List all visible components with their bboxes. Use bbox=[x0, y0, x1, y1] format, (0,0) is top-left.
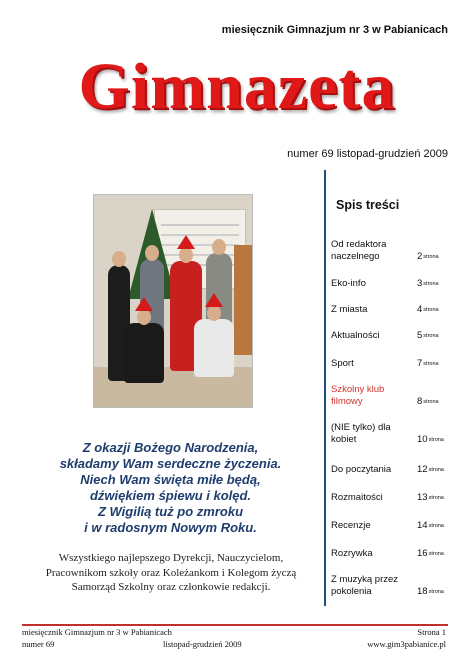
photo-head bbox=[212, 239, 226, 255]
toc-item[interactable] bbox=[331, 290, 459, 316]
toc-item-title: Rozmaitości bbox=[331, 492, 383, 503]
toc-item-title: Rozrywka bbox=[331, 548, 373, 559]
toc-item-unit: strona bbox=[428, 589, 444, 595]
toc-item-page: 7 bbox=[417, 358, 423, 369]
toc-item-page: 4 bbox=[417, 304, 423, 315]
toc-item-unit: strona bbox=[423, 361, 439, 367]
toc-item-unit: strona bbox=[423, 254, 439, 260]
toc-item-page: 16 bbox=[417, 548, 428, 559]
toc-item-page: 12 bbox=[417, 464, 428, 475]
toc-item-unit: strona bbox=[423, 399, 439, 405]
greeting-line: Niech Wam święta miłe będą, bbox=[80, 472, 261, 487]
greeting-line: dźwiękiem śpiewu i kolęd. bbox=[89, 488, 252, 503]
footer-date: listopad-grudzień 2009 bbox=[163, 639, 242, 649]
toc-item-page: 3 bbox=[417, 278, 423, 289]
toc-item[interactable] bbox=[331, 342, 459, 370]
toc-item-page: 8 bbox=[417, 396, 423, 407]
wishes-line: Pracownikom szkoły oraz Koleżankom i Kolegom życzą bbox=[45, 566, 297, 579]
footer-publication: miesięcznik Gimnazjum nr 3 w Pabianicach bbox=[22, 627, 172, 637]
christmas-greeting bbox=[28, 440, 313, 536]
photo-person bbox=[124, 323, 164, 383]
toc-item[interactable] bbox=[331, 560, 459, 598]
greeting-line: Z okazji Bożego Narodzenia, bbox=[82, 440, 259, 455]
footer-page-number: Strona 1 bbox=[417, 627, 446, 637]
photo-head bbox=[112, 251, 126, 267]
toc-item-unit: strona bbox=[428, 467, 444, 473]
toc-item-page: 18 bbox=[417, 586, 428, 597]
toc-item[interactable] bbox=[331, 476, 459, 504]
toc-item-title: Od redaktora naczelnego bbox=[331, 239, 387, 262]
toc-item-title: Z muzyką przez pokolenia bbox=[331, 574, 399, 597]
toc-item-unit: strona bbox=[428, 437, 444, 443]
toc-item-page: 14 bbox=[417, 520, 428, 531]
toc-divider bbox=[324, 170, 326, 606]
wishes-line: Wszystkiego najlepszego Dyrekcji, Nauczycielom, bbox=[58, 552, 284, 564]
toc-item-unit: strona bbox=[428, 523, 444, 529]
toc-item[interactable] bbox=[331, 316, 459, 342]
photo-head bbox=[207, 305, 221, 321]
santa-hat bbox=[135, 297, 153, 311]
toc-item-title: Do poczytania bbox=[331, 464, 392, 475]
toc-item-title: Eko-info bbox=[331, 278, 366, 289]
toc-item-page: 2 bbox=[417, 251, 423, 262]
footer-issue-number: numer 69 bbox=[22, 639, 55, 649]
greeting-line: Z Wigilią tuż po zmroku bbox=[97, 504, 244, 519]
toc-item[interactable] bbox=[331, 532, 459, 560]
photo-person bbox=[194, 319, 234, 377]
issue-info: numer 69 listopad-grudzień 2009 bbox=[287, 148, 448, 160]
toc-item[interactable] bbox=[331, 504, 459, 532]
toc-item-unit: strona bbox=[423, 281, 439, 287]
toc-item[interactable] bbox=[331, 229, 459, 263]
toc-item-title: Recenzje bbox=[331, 520, 371, 531]
masthead-title: Gimnazeta bbox=[78, 50, 396, 123]
toc-item-title: Aktualności bbox=[331, 330, 380, 341]
toc-item[interactable] bbox=[331, 446, 459, 476]
footer-website-link[interactable]: www.gim3pabianice.pl bbox=[367, 639, 446, 649]
toc-item-unit: strona bbox=[428, 551, 444, 557]
photo-head bbox=[145, 245, 159, 261]
santa-hat bbox=[205, 293, 223, 307]
toc-item-title: (NIE tylko) dla kobiet bbox=[331, 422, 391, 445]
toc-item-page: 10 bbox=[417, 434, 428, 445]
table-of-contents bbox=[331, 229, 459, 598]
wishes-text bbox=[22, 551, 320, 595]
greeting-line: i w radosnym Nowym Roku. bbox=[84, 520, 257, 535]
toc-item-unit: strona bbox=[423, 333, 439, 339]
toc-item[interactable] bbox=[331, 263, 459, 290]
toc-item-highlighted[interactable] bbox=[331, 370, 459, 408]
greeting-line: składamy Wam serdeczne życzenia. bbox=[59, 456, 282, 471]
publication-tagline: miesięcznik Gimnazjum nr 3 w Pabianicach bbox=[221, 24, 448, 36]
toc-item-page: 5 bbox=[417, 330, 423, 341]
toc-item-unit: strona bbox=[423, 307, 439, 313]
photo-head bbox=[137, 309, 151, 325]
toc-item[interactable] bbox=[331, 408, 459, 446]
photo-head bbox=[179, 247, 193, 263]
toc-item-title: Sport bbox=[331, 358, 354, 369]
toc-item-title: Szkolny klub filmowy bbox=[331, 384, 385, 407]
toc-item-page: 13 bbox=[417, 492, 428, 503]
wishes-line: Samorząd Szkolny oraz członkowie redakcji. bbox=[71, 581, 271, 593]
toc-item-title: Z miasta bbox=[331, 304, 368, 315]
toc-heading: Spis treści bbox=[336, 198, 400, 212]
cover-photo bbox=[93, 194, 253, 408]
photo-cabinet bbox=[234, 245, 252, 355]
toc-item-unit: strona bbox=[428, 495, 444, 501]
footer-divider bbox=[22, 624, 448, 626]
santa-hat bbox=[177, 235, 195, 249]
